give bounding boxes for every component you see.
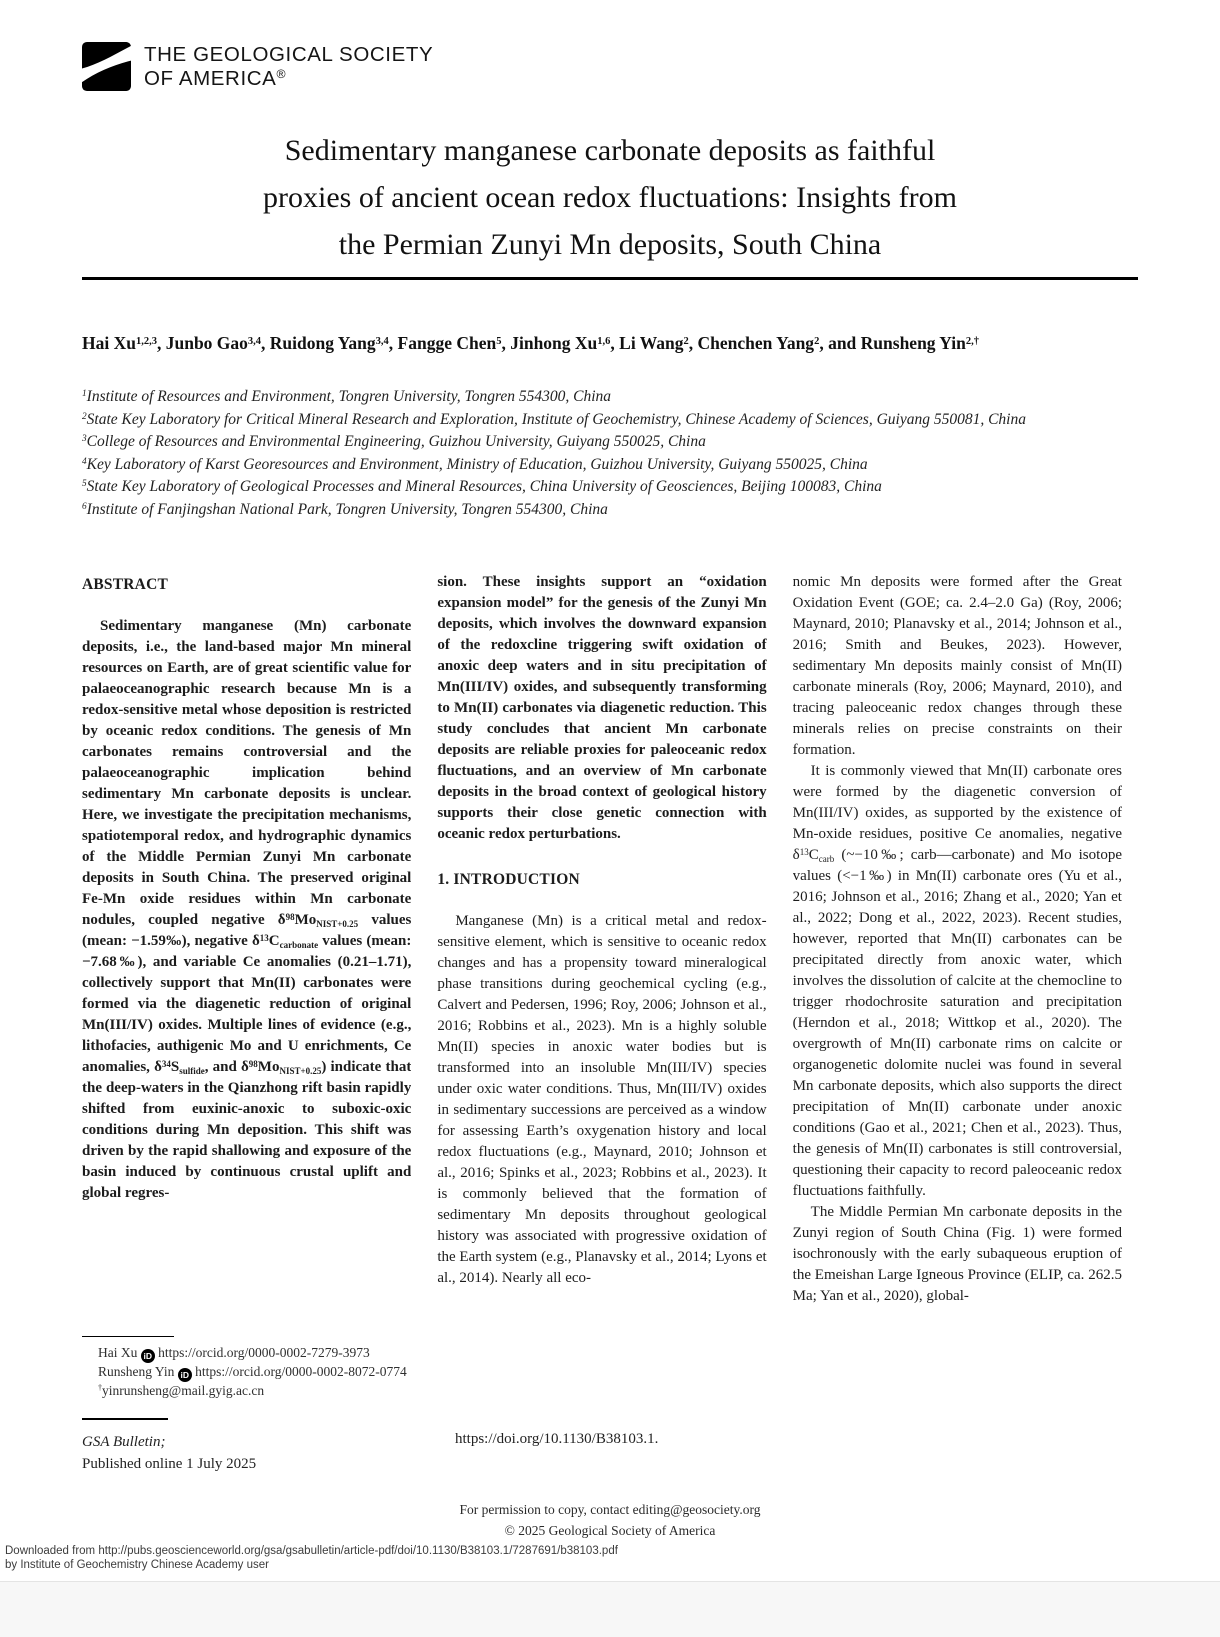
publisher-masthead [82,42,433,91]
title-line-1: Sedimentary manganese carbonate deposits as faithful [284,134,936,167]
author-list: Hai Xu$^{1,2,3}$, Junbo Gao$^{3,4}$, Ruidong Yang$^{3,4}$, Fangge Chen$^5$, Jinhong Xu$^{1,6}$, Li Wang$^2$, Chenchen Yang$^2$, and Runsheng Yin$^{2,\dagger}$ [82,333,979,353]
orcid-icon: iD [141,1349,155,1363]
title-line-2: proxies of ancient ocean redox fluctuations: Insights from [263,181,957,214]
bottom-band [0,1581,1220,1637]
permission-line: For permission to copy, contact editing@geosociety.org [459,1502,761,1517]
article-title [60,127,1160,268]
introduction-paragraph-2: nomic Mn deposits were formed after the Great Oxidation Event (GOE; ca. 2.4–2.0 Ga) (Roy, 2006; Maynard, 2010; Planavsky et al., 2014; Johnson et al., 2016; Smith and Beukes, 2023). However, sedimentary Mn deposits mainly consist of Mn(II) carbonate minerals (Roy, 2006; Maynard, 2010), and tracing paleoceanic redox changes through these minerals relies on precise constraints on their formation. [792,574,1122,758]
footnote-divider [82,1336,174,1337]
download-url-line: Downloaded from http://pubs.geoscienceworld.org/gsa/gsabulletin/article-pdf/doi/10.1130/B38103.1/7287691/b38103.pdf [5,1545,618,1557]
affiliation-list [82,386,1144,521]
introduction-paragraph-4: The Middle Permian Mn carbonate deposits in the Zunyi region of South China (Fig. 1) were formed isochronously with the early subaqueous eruption of the Emeishan Large Igneous Province (ELIP, ca. 262.5 Ma; Yan et al., 2020), global- [792,1204,1122,1304]
introduction-paragraph-3: It is commonly viewed that Mn(II) carbonate ores were formed by the diagenetic conversion of Mn(III/IV) oxides, as supported by the existence of Mn-oxide residues, positive Ce anomalies, negative $\delta^{13}C_{carb}$ (~−10‰; carb—carbonate) and Mo isotope values (<−1‰) in Mn(II) carbonate ores (Yu et al., 2016; Johnson et al., 2016; Zhang et al., 2020; Yan et al., 2022; Dong et al., 2022, 2023). Recent studies, however, reported that Mn(II) carbonates can be precipitated directly from anoxic water, which involves the dissolution of calcite at the chemocline to trigger rhodochrosite saturation and precipitation (Herndon et al., 2018; Wittkop et al., 2020). The overgrowth of Mn(II) carbonate rims on calcite or organogenetic dolomite nuclei was found in several Mn carbonate deposits, which also supports the direct precipitation of Mn(II) carbonate under anoxic conditions (Gao et al., 2021; Chen et al., 2023). Thus, the genesis of Mn(II) carbonates is still controversial, questioning their capacity to record paleoceanic redox fluctuations faithfully. [792,763,1122,1199]
orcid-author-name-1: Hai Xu [98,1344,138,1360]
copyright-line: © 2025 Geological Society of America [504,1523,716,1538]
gsa-logo-icon [82,42,131,91]
affiliation-5: $^5$State Key Laboratory of Geological Processes and Mineral Resources, China University of Geosciences, Beijing 100083, China [82,478,882,495]
publisher-name-line2: OF AMERICA® [144,66,287,90]
column-3 [793,572,1122,1400]
author-footnote [82,1336,411,1401]
affiliation-3: $^3$College of Resources and Environmental Engineering, Guizhou University, Guiyang 550025, China [82,433,706,450]
orcid-author-name-2: Runsheng Yin [98,1363,175,1379]
affiliation-4: $^4$Key Laboratory of Karst Georesources and Environment, Ministry of Education, Guizhou University, Guiyang 550025, China [82,455,868,473]
title-divider [82,277,1138,280]
abstract-paragraph-col1: Sedimentary manganese (Mn) carbonate deposits, i.e., the land-based major Mn mineral resources on Earth, are of great scientific value for palaeoceanographic research because Mn is a redox-sensitive metal whose deposition is restricted by oceanic redox conditions. The genesis of Mn carbonates remains controversial and the palaeoceanographic implication behind sedimentary Mn carbonate deposits is unclear. Here, we investigate the precipitation mechanisms, spatiotemporal redox, and hydrographic dynamics of the Middle Permian Zunyi Mn carbonate deposits in South China. The preserved original Fe-Mn oxide residues within Mn carbonate nodules, coupled negative $\delta^{98}Mo_{NIST+0.25}$ values (mean: −1.59‰), negative $\delta^{13}C_{carbonate}$ values (mean: −7.68‰), and variable Ce anomalies (0.21–1.71), collectively support that Mn(II) carbonates were formed via the diagenetic reduction of original Mn(III/IV) oxides. Multiple lines of evidence (e.g., lithofacies, authigenic Mo and U enrichments, Ce anomalies, $\delta^{34}S_{sulfide}$, and $\delta^{98}Mo_{NIST+0.25}$) indicate that the deep-waters in the Qianzhong rift basin rapidly shifted from euxinic-anoxic to suboxic-oxic conditions during Mn deposition. This shift was driven by the rapid shallowing and exposure of the basin induced by continuous crustal uplift and global regres- [82,618,412,1201]
corresponding-email[interactable]: †yinrunsheng@mail.gyig.ac.cn [98,1382,265,1398]
published-date: Published online 1 July 2025 [82,1456,257,1472]
permission-notice [0,1499,1220,1541]
title-line-3: the Permian Zunyi Mn deposits, South China [338,228,882,261]
abstract-paragraph-col2: sion. These insights support an “oxidation expansion model” for the genesis of the Zunyi Mn deposits, which involves the downward expansion of the redoxcline triggering swift oxidation of anoxic deep waters and in situ precipitation of Mn(III/IV) oxides, and subsequently transforming to Mn(II) carbonates via diagenetic reduction. This study concludes that ancient Mn carbonate deposits are reliable proxies for paleoceanic redox fluctuations, and an overview of Mn carbonate deposits in the broad context of geological history supports their close genetic connection with oceanic redox perturbations. [437,574,767,842]
download-notice [5,1545,618,1572]
orcid-icon: iD [178,1368,192,1382]
doi-link[interactable]: https://doi.org/10.1130/B38103.1. [455,1431,659,1447]
abstract-heading: ABSTRACT [82,576,169,593]
affiliation-6: $^6$Institute of Fanjingshan National Park, Tongren University, Tongren 554300, China [82,500,608,518]
introduction-paragraph-1: Manganese (Mn) is a critical metal and redox-sensitive element, which is sensitive to oceanic redox changes and has a propensity toward mineralogical phase transitions during geochemical cycling (e.g., Calvert and Pedersen, 1996; Roy, 2006; Johnson et al., 2016; Robbins et al., 2023). Mn is a highly soluble Mn(II) species in anoxic water bodies but is transformed into an insoluble Mn(III/IV) species under oxic water conditions. Thus, Mn(III/IV) oxides in sedimentary successions are perceived as a window for assessing Earth’s oxygenation history and local redox fluctuations (e.g., Maynard, 2010; Johnson et al., 2016; Spinks et al., 2023; Robbins et al., 2023). It is commonly believed that the formation of sedimentary Mn deposits throughout geological history was associated with progressive oxidation of the Earth system (e.g., Planavsky et al., 2014; Lyons et al., 2014). Nearly all eco- [437,913,767,1286]
introduction-heading: 1. INTRODUCTION [437,871,580,888]
publisher-name [144,43,433,91]
body-columns [82,572,1122,1400]
affiliation-1: $^1$Institute of Resources and Environment, Tongren University, Tongren 554300, China [82,388,612,405]
journal-name: GSA Bulletin; [82,1434,166,1450]
download-user-line: by Institute of Geochemistry Chinese Academy user [5,1558,269,1571]
orcid-line-2 [82,1363,411,1382]
affiliation-2: $^2$State Key Laboratory for Critical Mineral Research and Exploration, Institute of Geochemistry, Chinese Academy of Sciences, Guiyang 550081, China [82,410,1026,428]
column-1 [82,572,411,1400]
orcid-url-2[interactable]: https://orcid.org/0000-0002-8072-0774 [195,1363,407,1379]
footer-divider [82,1418,168,1420]
publisher-name-line1: THE GEOLOGICAL SOCIETY [144,42,434,66]
orcid-line-1 [82,1344,411,1363]
orcid-url-1[interactable]: https://orcid.org/0000-0002-7279-3973 [158,1344,370,1360]
journal-info [82,1418,256,1475]
column-2 [437,572,766,1400]
